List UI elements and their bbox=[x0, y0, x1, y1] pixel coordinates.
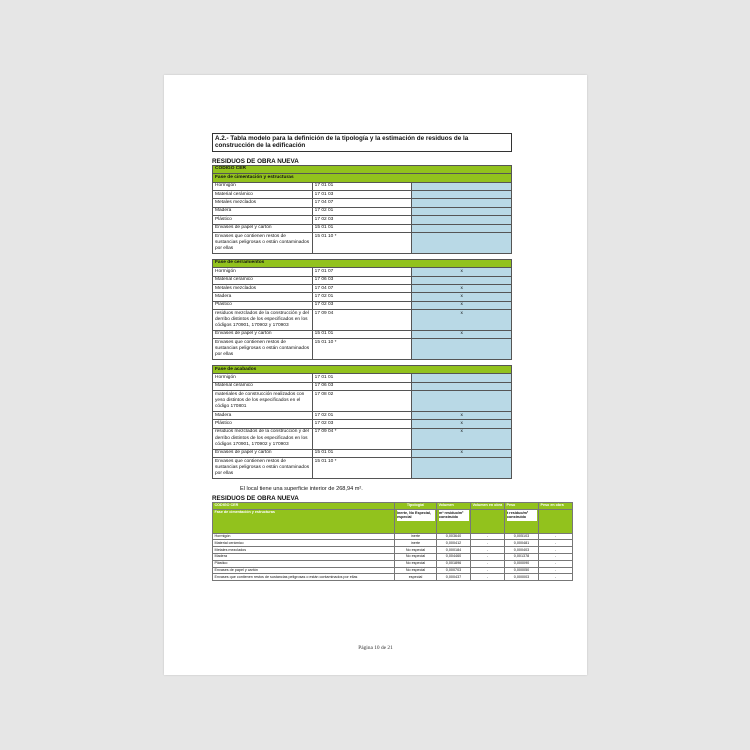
waste-code: 17 06 03 bbox=[312, 276, 412, 284]
waste-row bbox=[213, 224, 512, 232]
summary-row bbox=[213, 553, 573, 560]
waste-code: 15 01 01 bbox=[312, 449, 412, 457]
waste-row bbox=[213, 458, 512, 479]
summary-tipologia: especial bbox=[395, 574, 437, 581]
waste-code: 15 01 01 bbox=[312, 224, 412, 232]
waste-label: Envases de papel y cartón bbox=[213, 224, 313, 232]
summary-subheader-empty-2 bbox=[539, 509, 573, 533]
waste-mark bbox=[412, 207, 512, 215]
waste-code: 17 04 07 bbox=[312, 199, 412, 207]
waste-label: Metales mezclados bbox=[213, 284, 313, 292]
waste-label: Plástico bbox=[213, 301, 313, 309]
waste-mark bbox=[412, 216, 512, 224]
summary-label: Hormigón bbox=[213, 533, 395, 540]
waste-mark: x bbox=[412, 301, 512, 309]
waste-row bbox=[213, 412, 512, 420]
waste-row bbox=[213, 232, 512, 253]
waste-row bbox=[213, 374, 512, 382]
waste-code: 17 01 01 bbox=[312, 374, 412, 382]
phase-header: Fase de acabados bbox=[213, 366, 512, 374]
waste-row bbox=[213, 391, 512, 412]
summary-row bbox=[213, 560, 573, 567]
summary-volumen-obra: - bbox=[471, 547, 505, 554]
waste-label: residuos mezclados de la construcción y del derribo distintos de los especificados en los códigos 170901, 170902 y 170903 bbox=[213, 310, 313, 331]
waste-code: 17 02 03 bbox=[312, 301, 412, 309]
summary-peso: 0,001378 bbox=[505, 553, 539, 560]
summary-volumen-obra: - bbox=[471, 567, 505, 574]
summary-volumen: 0,003640 bbox=[437, 533, 471, 540]
typology-table bbox=[212, 165, 512, 479]
waste-code: 17 02 03 bbox=[312, 216, 412, 224]
summary-volumen: 0,004460 bbox=[437, 553, 471, 560]
summary-volumen: 0,000437 bbox=[437, 574, 471, 581]
summary-peso-obra: - bbox=[539, 547, 573, 554]
waste-label: Madera bbox=[213, 207, 313, 215]
summary-subheader-peso-cell bbox=[505, 509, 539, 533]
waste-code: 17 02 03 bbox=[312, 420, 412, 428]
summary-tipologia: No especial bbox=[395, 553, 437, 560]
codigo-cer-row bbox=[213, 165, 512, 173]
waste-code: 17 09 04 bbox=[312, 310, 412, 331]
summary-row bbox=[213, 540, 573, 547]
summary-tipologia: No especial bbox=[395, 567, 437, 574]
waste-row bbox=[213, 382, 512, 390]
summary-header-volumen: Volumen bbox=[437, 502, 471, 509]
summary-header-codigo: CODIGO CER bbox=[213, 502, 395, 509]
summary-peso-obra: - bbox=[539, 560, 573, 567]
waste-mark bbox=[412, 382, 512, 390]
waste-row bbox=[213, 293, 512, 301]
summary-volumen-obra: - bbox=[471, 533, 505, 540]
waste-row bbox=[213, 449, 512, 457]
page-content bbox=[212, 133, 564, 581]
waste-mark: x bbox=[412, 268, 512, 276]
section-title: A.2.- Tabla modelo para la definición de la tipología y la estimación de residuos de la construcción de la edificación bbox=[212, 133, 512, 152]
summary-subheader-peso: t residuo/m² construido bbox=[507, 510, 537, 521]
summary-peso: 0,000403 bbox=[505, 547, 539, 554]
summary-row bbox=[213, 567, 573, 574]
summary-volumen: 0,000184 bbox=[437, 547, 471, 554]
summary-volumen: 0,001896 bbox=[437, 560, 471, 567]
summary-subheader-row bbox=[213, 509, 573, 533]
summary-peso-obra: - bbox=[539, 533, 573, 540]
phase-header: Fase de cerramientos bbox=[213, 259, 512, 267]
waste-code: 17 02 01 bbox=[312, 293, 412, 301]
waste-code: 15 01 01 bbox=[312, 330, 412, 338]
waste-code: 17 06 03 bbox=[312, 382, 412, 390]
waste-label: Hormigón bbox=[213, 182, 313, 190]
waste-row bbox=[213, 284, 512, 292]
waste-label: Material cerámico bbox=[213, 382, 313, 390]
waste-row bbox=[213, 199, 512, 207]
summary-header-volumen-obra: Volumen en obra bbox=[471, 502, 505, 509]
phase-header-row bbox=[213, 259, 512, 267]
waste-code: 17 09 04 * bbox=[312, 428, 412, 449]
waste-label: Madera bbox=[213, 412, 313, 420]
waste-mark: x bbox=[412, 310, 512, 331]
summary-volumen-obra: - bbox=[471, 560, 505, 567]
waste-mark bbox=[412, 458, 512, 479]
waste-label: Hormigón bbox=[213, 268, 313, 276]
summary-tipologia: No especial bbox=[395, 560, 437, 567]
waste-row bbox=[213, 207, 512, 215]
waste-mark: x bbox=[412, 284, 512, 292]
waste-mark: x bbox=[412, 293, 512, 301]
waste-label: Madera bbox=[213, 293, 313, 301]
phase-header: Fase de cimentación y estructuras bbox=[213, 174, 512, 182]
summary-peso: 0,000003 bbox=[505, 574, 539, 581]
waste-label: Envases de papel y cartón bbox=[213, 449, 313, 457]
summary-peso-obra: - bbox=[539, 540, 573, 547]
summary-header-peso-obra: Peso en obra bbox=[539, 502, 573, 509]
waste-label: Hormigón bbox=[213, 374, 313, 382]
summary-label: Material cerámico bbox=[213, 540, 395, 547]
waste-label: Envases que contienen restos de sustancias peligrosas o están contaminados por ellas bbox=[213, 458, 313, 479]
waste-code: 17 08 02 bbox=[312, 391, 412, 412]
waste-mark bbox=[412, 199, 512, 207]
summary-header-row bbox=[213, 502, 573, 509]
waste-row bbox=[213, 276, 512, 284]
summary-volumen: 0,000412 bbox=[437, 540, 471, 547]
waste-mark: x bbox=[412, 412, 512, 420]
block-title-summary: RESIDUOS DE OBRA NUEVA bbox=[212, 494, 299, 502]
waste-mark bbox=[412, 391, 512, 412]
phase-header-row bbox=[213, 366, 512, 374]
waste-mark bbox=[412, 224, 512, 232]
waste-mark bbox=[412, 374, 512, 382]
waste-mark: x bbox=[412, 428, 512, 449]
summary-volumen-obra: - bbox=[471, 553, 505, 560]
waste-mark bbox=[412, 182, 512, 190]
summary-subheader-tipologia-cell bbox=[395, 509, 437, 533]
waste-label: Material cerámico bbox=[213, 190, 313, 198]
summary-header-peso: Peso bbox=[505, 502, 539, 509]
summary-peso: 0,005103 bbox=[505, 533, 539, 540]
waste-label: Envases que contienen restos de sustancias peligrosas o están contaminados por ellas bbox=[213, 232, 313, 253]
summary-subheader-tipologia: Inerte, No Especial, especial bbox=[397, 510, 435, 521]
summary-subheader-volumen-cell bbox=[437, 509, 471, 533]
waste-label: Plástico bbox=[213, 420, 313, 428]
phase-header-row bbox=[213, 174, 512, 182]
summary-label: Metales mezclados bbox=[213, 547, 395, 554]
block-title-obra-nueva: RESIDUOS DE OBRA NUEVA bbox=[212, 157, 299, 165]
waste-code: 15 01 10 * bbox=[312, 458, 412, 479]
waste-label: Material cerámico bbox=[213, 276, 313, 284]
page-footer: Página 10 de 21 bbox=[358, 645, 393, 651]
waste-code: 15 01 10 * bbox=[312, 339, 412, 360]
waste-mark bbox=[412, 276, 512, 284]
waste-code: 17 01 07 bbox=[312, 268, 412, 276]
waste-row bbox=[213, 339, 512, 360]
waste-label: residuos mezclados de la construcción y del derribo distintos de los especificados en los códigos 170901, 170902 y 170903 bbox=[213, 428, 313, 449]
document-page bbox=[164, 75, 587, 675]
waste-mark bbox=[412, 232, 512, 253]
waste-mark bbox=[412, 339, 512, 360]
summary-tipologia: No especial bbox=[395, 547, 437, 554]
waste-label: Plástico bbox=[213, 216, 313, 224]
summary-row bbox=[213, 533, 573, 540]
waste-mark bbox=[412, 190, 512, 198]
waste-row bbox=[213, 216, 512, 224]
waste-row bbox=[213, 310, 512, 331]
waste-row bbox=[213, 301, 512, 309]
waste-code: 17 01 01 bbox=[312, 182, 412, 190]
summary-header-tipologia: Tipología/ bbox=[395, 502, 437, 509]
waste-code: 17 02 01 bbox=[312, 412, 412, 420]
waste-row bbox=[213, 182, 512, 190]
summary-peso: 0,000481 bbox=[505, 540, 539, 547]
surface-note: El local tiene una superficie interior de 268,94 m². bbox=[240, 485, 363, 492]
summary-table bbox=[212, 502, 573, 581]
summary-peso-obra: - bbox=[539, 574, 573, 581]
summary-row bbox=[213, 574, 573, 581]
waste-code: 17 04 07 bbox=[312, 284, 412, 292]
summary-tipologia: inerte bbox=[395, 533, 437, 540]
summary-peso-obra: - bbox=[539, 567, 573, 574]
summary-label: Envases de papel y cartón bbox=[213, 567, 395, 574]
summary-volumen-obra: - bbox=[471, 540, 505, 547]
summary-label: Madera bbox=[213, 553, 395, 560]
codigo-cer-header: CODIGO CER bbox=[213, 165, 512, 173]
summary-volumen-obra: - bbox=[471, 574, 505, 581]
summary-peso: 0,000090 bbox=[505, 560, 539, 567]
waste-label: materiales de construcción realizados con yeso distintos de los especificados en el código 170801 bbox=[213, 391, 313, 412]
summary-subheader-volumen: m³ residuo/m² construido bbox=[439, 510, 469, 521]
summary-label: Plástico bbox=[213, 560, 395, 567]
summary-label: Envases que contienen restos de sustancias peligrosas o están contaminados por ellas bbox=[213, 574, 395, 581]
waste-row bbox=[213, 420, 512, 428]
waste-row bbox=[213, 190, 512, 198]
summary-peso-obra: - bbox=[539, 553, 573, 560]
waste-label: Envases de papel y cartón bbox=[213, 330, 313, 338]
waste-label: Metales mezclados bbox=[213, 199, 313, 207]
summary-row bbox=[213, 547, 573, 554]
waste-mark: x bbox=[412, 330, 512, 338]
summary-peso: 0,000050 bbox=[505, 567, 539, 574]
waste-row bbox=[213, 268, 512, 276]
waste-code: 17 02 01 bbox=[312, 207, 412, 215]
summary-volumen: 0,000703 bbox=[437, 567, 471, 574]
waste-code: 17 01 03 bbox=[312, 190, 412, 198]
waste-mark: x bbox=[412, 449, 512, 457]
waste-mark: x bbox=[412, 420, 512, 428]
waste-row bbox=[213, 428, 512, 449]
waste-code: 15 01 10 * bbox=[312, 232, 412, 253]
summary-phase-label: Fase de cimentación y estructuras bbox=[213, 509, 395, 533]
summary-tipologia: inerte bbox=[395, 540, 437, 547]
waste-label: Envases que contienen restos de sustancias peligrosas o están contaminados por ellas bbox=[213, 339, 313, 360]
summary-subheader-empty-1 bbox=[471, 509, 505, 533]
waste-row bbox=[213, 330, 512, 338]
